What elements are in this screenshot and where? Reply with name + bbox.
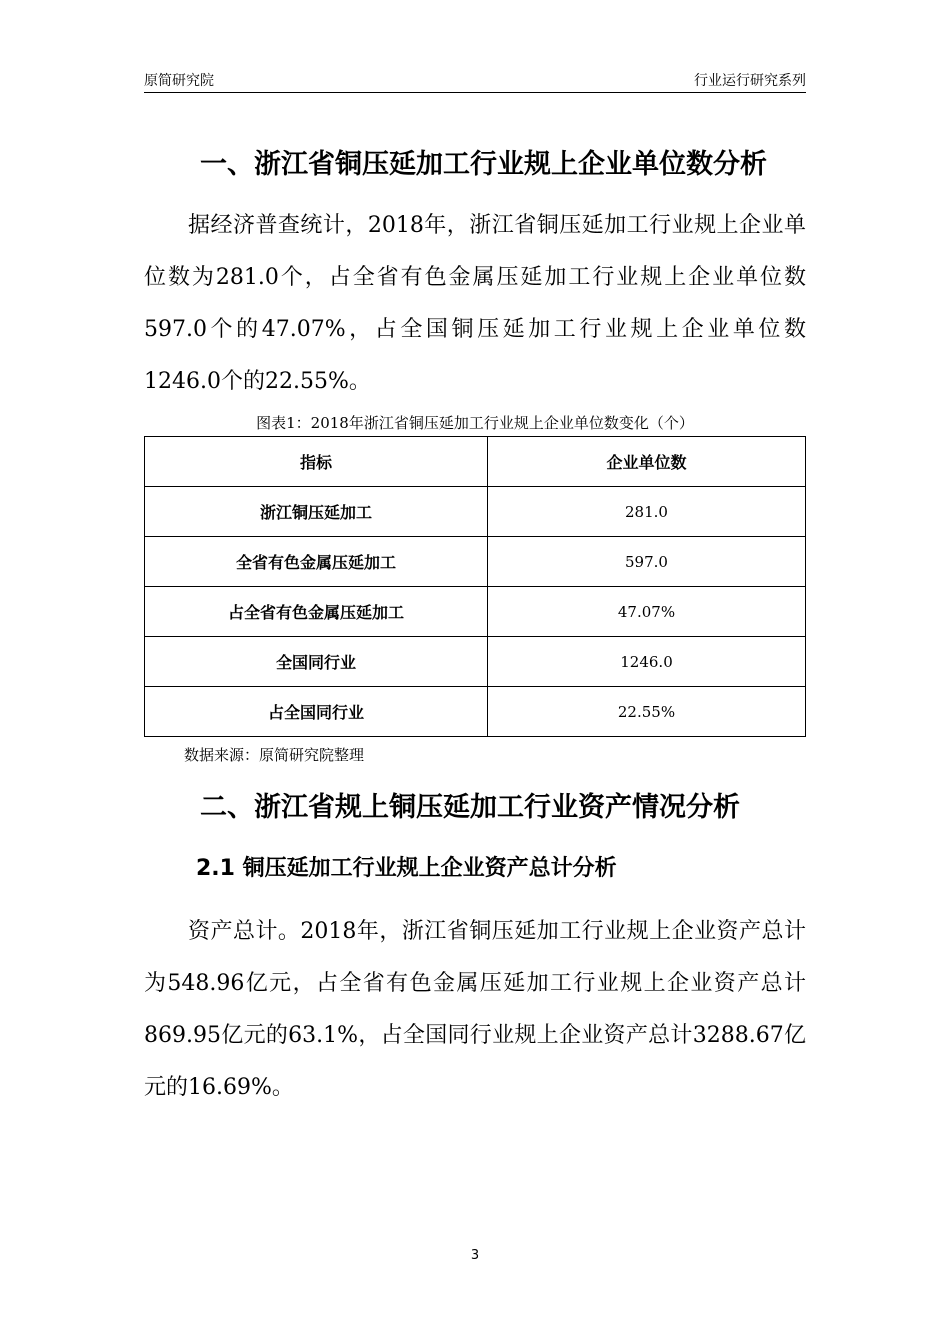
table-source-note: 数据来源：原简研究院整理 (184, 746, 365, 764)
table-header-indicator: 指标 (145, 437, 488, 487)
enterprise-count-table (144, 436, 806, 737)
table-row-label: 浙江铜压延加工 (145, 487, 488, 537)
page-header (144, 66, 806, 93)
table-header-row (145, 437, 806, 487)
header-series-name: 行业运行研究系列 (694, 73, 806, 89)
section1-paragraph: 据经济普查统计，2018年，浙江省铜压延加工行业规上企业单位数为281.0个，占全省有色金属压延加工行业规上企业单位数597.0个的47.07%，占全国铜压延加工行业规上企业单位数1246.0个的22.55%。 (144, 213, 806, 394)
table-row-value: 597.0 (488, 537, 806, 587)
table-row-label: 占全省有色金属压延加工 (145, 587, 488, 637)
section1-heading: 一、浙江省铜压延加工行业规上企业单位数分析 (200, 149, 767, 180)
table-row (145, 487, 806, 537)
table-row (145, 637, 806, 687)
section2-subheading: 2.1 铜压延加工行业规上企业资产总计分析 (196, 856, 617, 881)
header-org-name: 原简研究院 (144, 73, 214, 89)
table-row-value: 1246.0 (488, 637, 806, 687)
table-row-label: 全省有色金属压延加工 (145, 537, 488, 587)
table-row-label: 占全国同行业 (145, 687, 488, 737)
section2-paragraph: 资产总计。2018年，浙江省铜压延加工行业规上企业资产总计为548.96亿元，占全省有色金属压延加工行业规上企业资产总计869.95亿元的63.1%，占全国同行业规上企业资产总计3288.67亿元的16.69%。 (144, 919, 806, 1100)
table-row (145, 687, 806, 737)
page-number: 3 (470, 1248, 480, 1263)
table-row (145, 587, 806, 637)
table-caption: 图表1：2018年浙江省铜压延加工行业规上企业单位数变化（个） (256, 414, 694, 432)
table-row (145, 537, 806, 587)
table-header-count: 企业单位数 (488, 437, 806, 487)
table-row-label: 全国同行业 (145, 637, 488, 687)
table-row-value: 281.0 (488, 487, 806, 537)
table-row-value: 22.55% (488, 687, 806, 737)
table-row-value: 47.07% (488, 587, 806, 637)
section2-heading: 二、浙江省规上铜压延加工行业资产情况分析 (200, 792, 740, 823)
